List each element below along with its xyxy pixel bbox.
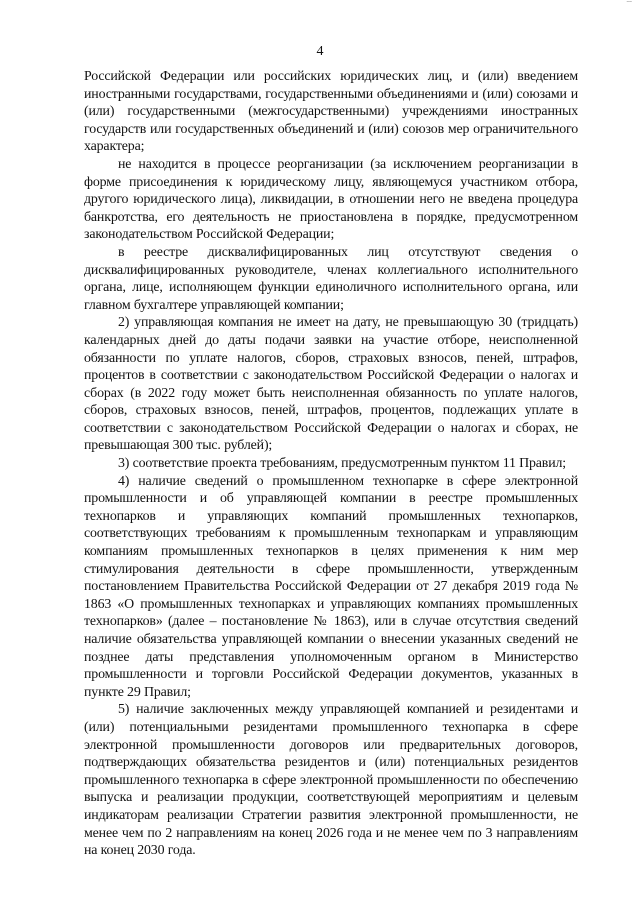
paragraph-item-2-tax-obligations: 2) управляющая компания не имеет на дату, не превышающую 30 (тридцать) календарных дней до даты подачи заявки на участие отборе, неисполненной обязанности по уплате налогов, сборов, страховых взносов, пеней, штрафов, процентов в соответствии с законодательством Российской Федерации о налогах и сборах (в 2022 году может быть неисполненная обязанность по уплате налогов, сборов, страховых взносов, пеней, штрафов, процентов, подлежащих уплате в соответствии с законодательством Российской Федерации о налогах и сборах, не превышающая 300 тыс. рублей); (84, 315, 578, 454)
corner-mark: ~~ (626, 0, 632, 5)
paragraph-disqualified-persons: в реестре дисквалифицированных лиц отсутствуют сведения о дисквалифицированных руководителе, членах коллегиального исполнительного органа, лице, исполняющем функции единоличного исполнительного органа, или главном бухгалтере управляющей компании; (84, 244, 578, 313)
paragraph-sanctions-continuation: Российской Федерации или российских юридических лиц, и (или) введением иностранными государствами, государственными объединениями и (или) союзами и (или) государственными (межгосударственными) учреждениями иностранных государств или государственных объединений и (или) союзов мер ограничительного характера; (84, 69, 578, 155)
paragraph-reorganization: не находится в процессе реорганизации (за исключением реорганизации в форме присоединения к юридическому лицу, являющемуся участником отбора, другого юридического лица), ликвидации, в отношении него не введена процедура банкротства, его деятельность не приостановлена в порядке, предусмотренном законодательством Российской Федерации; (84, 156, 578, 243)
paragraph-item-4-technopark-registry: 4) наличие сведений о промышленном технопарке в сфере электронной промышленности и об управляющей компании в реестре промышленных технопарков и управляющих компаний промышленных технопарков, соответствующих требованиям к промышленным технопаркам и управляющим компаниям промышленных технопарков в целях применения к ним мер стимулирования деятельности в сфере промышленности, утвержденным постановлением Правительства Российской Федерации от 27 декабря 2019 года № 1863 «О промышленных технопарках и управляющих компаниях промышленных технопарков» (далее – постановление № 1863), или в случае отсутствия сведений наличие обязательства управляющей компании о внесении указанных сведений не позднее даты представления уполномоченным органом в Министерство промышленности и торговли Российской Федерации документов, указанных в пункте 29 Правил; (84, 473, 578, 700)
page-number: 4 (316, 44, 324, 59)
document-body (84, 68, 578, 860)
paragraph-item-3-project-compliance: 3) соответствие проекта требованиям, предусмотренным пунктом 11 Правил; (118, 456, 566, 472)
paragraph-item-5-resident-agreements: 5) наличие заключенных между управляющей компанией и резидентами и (или) потенциальными резидентами промышленного технопарка в сфере электронной промышленности договоров или предварительных договоров, подтверждающих обязательства резидентов и (или) потенциальных резидентов промышленного технопарка в сфере электронной промышленности по обеспечению выпуска и реализации продукции, соответствующей мероприятиям и целевым индикаторам реализации Стратегии развития электронной промышленности, не менее чем по 2 направлениям на конец 2026 года и не менее чем по 3 направлениям на конец 2030 года. (84, 702, 578, 859)
